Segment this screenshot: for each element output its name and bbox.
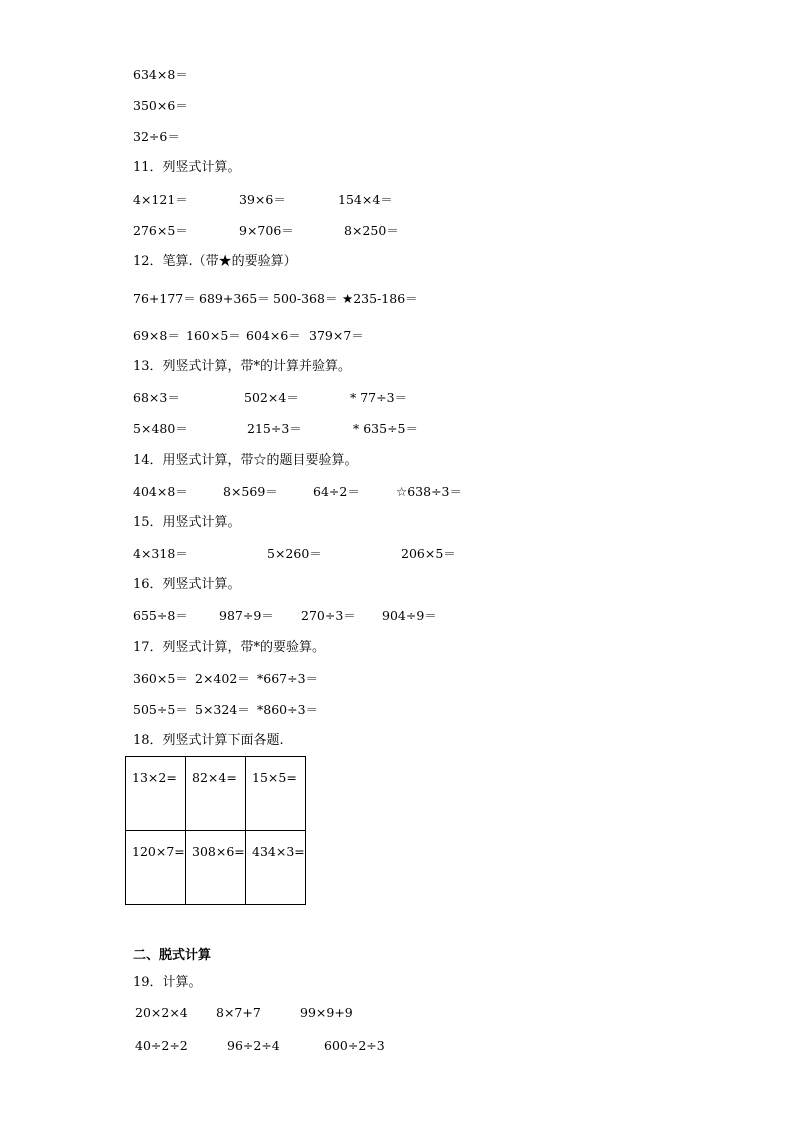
question-18-table xyxy=(125,756,306,905)
question-18-heading: 18．列竖式计算下面各题. xyxy=(133,733,284,748)
problem-item: 4×318＝ xyxy=(133,546,188,561)
cell-text: 308×6= xyxy=(192,844,245,859)
table-cell xyxy=(186,831,246,905)
cell-text: 13×2= xyxy=(132,770,177,785)
table-cell xyxy=(126,831,186,905)
problem-item: 160×5＝ xyxy=(186,328,241,343)
table-row xyxy=(126,757,306,831)
problem-634x8: 634×8＝ xyxy=(133,67,188,82)
problem-item: ★235-186＝ xyxy=(342,291,418,306)
question-14-heading: 14．用竖式计算，带☆的题目要验算。 xyxy=(133,453,358,468)
table-cell xyxy=(246,757,306,831)
problem-item: *667÷3＝ xyxy=(257,671,319,686)
problem-item: 5×480＝ xyxy=(133,421,188,436)
problem-item: 404×8＝ xyxy=(133,484,188,499)
problem-item: 64÷2＝ xyxy=(313,484,360,499)
problem-item: 40÷2÷2 xyxy=(135,1038,188,1053)
cell-text: 82×4= xyxy=(192,770,237,785)
problem-item: 379×7＝ xyxy=(309,328,364,343)
question-15-heading: 15．用竖式计算。 xyxy=(133,515,241,530)
table-cell xyxy=(246,831,306,905)
problem-item: 69×8＝ xyxy=(133,328,180,343)
question-13-heading: 13．列竖式计算，带*的计算并验算。 xyxy=(133,359,352,374)
cell-text: 15×5= xyxy=(252,770,297,785)
problem-item: * 77÷3＝ xyxy=(350,390,408,405)
problem-item: 39×6＝ xyxy=(239,192,286,207)
problem-item: 154×4＝ xyxy=(338,192,393,207)
problem-item: 99×9+9 xyxy=(300,1005,353,1020)
problem-item: *860÷3＝ xyxy=(257,702,319,717)
question-12-heading: 12．笔算.（带★的要验算） xyxy=(133,254,297,269)
question-16-heading: 16．列竖式计算。 xyxy=(133,577,241,592)
problem-item: 5×324＝ xyxy=(195,702,250,717)
problem-item: 76+177＝ xyxy=(133,291,196,306)
problem-item: 68×3＝ xyxy=(133,390,180,405)
problem-item: 502×4＝ xyxy=(244,390,299,405)
problem-item: 604×6＝ xyxy=(246,328,301,343)
problem-item: 8×7+7 xyxy=(216,1005,261,1020)
problem-item: 987÷9＝ xyxy=(219,608,274,623)
problem-item: 689+365＝ xyxy=(199,291,270,306)
problem-item: 8×569＝ xyxy=(223,484,278,499)
problem-item: 96÷2÷4 xyxy=(227,1038,280,1053)
table-row xyxy=(126,831,306,905)
problem-item: 276×5＝ xyxy=(133,223,188,238)
problem-item: 505÷5＝ xyxy=(133,702,188,717)
problem-item: 8×250＝ xyxy=(344,223,399,238)
table-cell xyxy=(186,757,246,831)
problem-item: 206×5＝ xyxy=(401,546,456,561)
problem-item: 270÷3＝ xyxy=(301,608,356,623)
cell-text: 434×3= xyxy=(252,844,305,859)
problem-item: 904÷9＝ xyxy=(382,608,437,623)
problem-item: 655÷8＝ xyxy=(133,608,188,623)
problem-item: 2×402＝ xyxy=(195,671,250,686)
problem-item: 360×5＝ xyxy=(133,671,188,686)
section-2-title: 二、脱式计算 xyxy=(133,948,212,963)
problem-item: 500-368＝ xyxy=(273,291,338,306)
problem-item: ☆638÷3＝ xyxy=(396,484,462,499)
question-19-heading: 19．计算。 xyxy=(133,975,202,990)
problem-item: 215÷3＝ xyxy=(247,421,302,436)
table-cell xyxy=(126,757,186,831)
problem-item: 9×706＝ xyxy=(239,223,294,238)
problem-item: 20×2×4 xyxy=(135,1005,188,1020)
problem-350x6: 350×6＝ xyxy=(133,98,188,113)
question-17-heading: 17．列竖式计算，带*的要验算。 xyxy=(133,640,326,655)
problem-item: 5×260＝ xyxy=(267,546,322,561)
cell-text: 120×7= xyxy=(132,844,185,859)
problem-item: 600÷2÷3 xyxy=(324,1038,385,1053)
problem-item: 4×121＝ xyxy=(133,192,188,207)
question-11-heading: 11．列竖式计算。 xyxy=(133,160,241,175)
problem-item: * 635÷5＝ xyxy=(353,421,419,436)
problem-32div6: 32÷6＝ xyxy=(133,129,180,144)
